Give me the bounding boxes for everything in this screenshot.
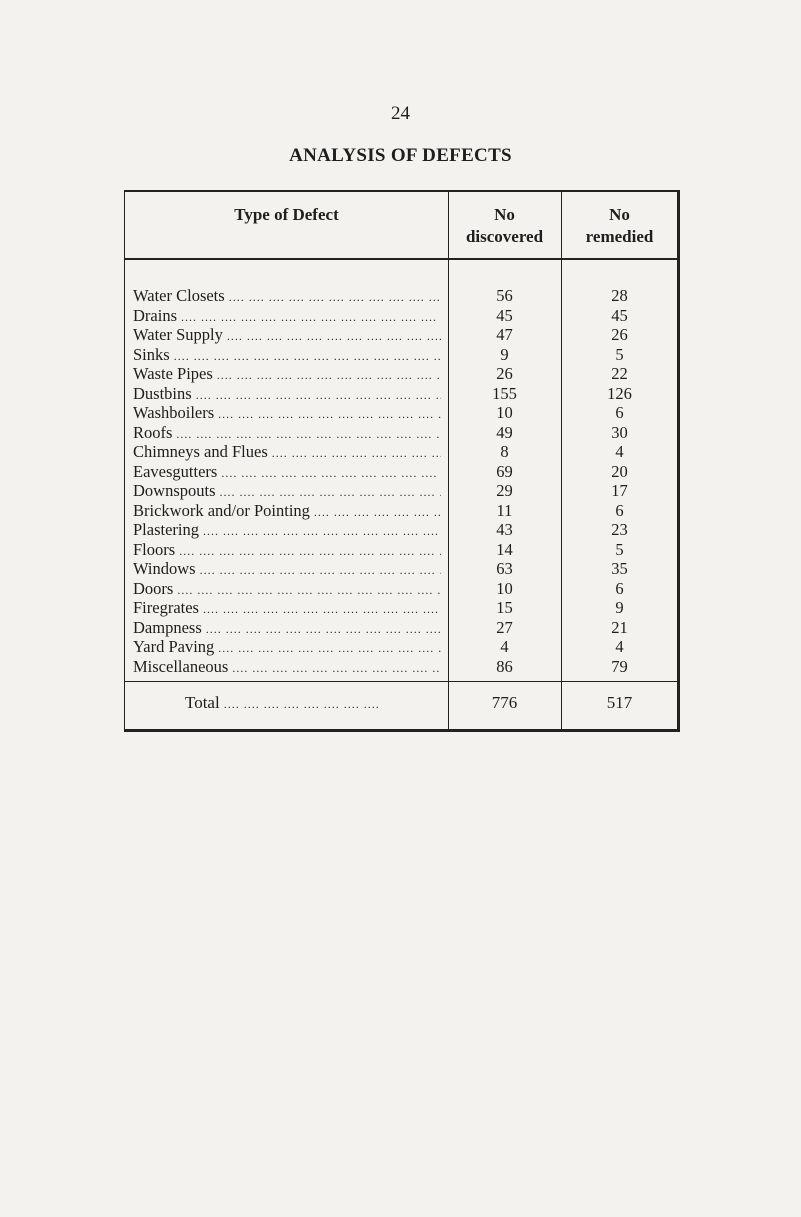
defect-type: Floors .... bbox=[133, 540, 441, 562]
discovered-count: 10 bbox=[496, 578, 513, 598]
table-row bbox=[125, 540, 677, 560]
remedied-count: 23 bbox=[611, 520, 628, 539]
discovered-count: 4 bbox=[500, 637, 509, 656]
remedied-count: 22 bbox=[611, 364, 628, 383]
defect-type: Doors .... bbox=[133, 579, 441, 601]
discovered-count: 15 bbox=[496, 598, 513, 617]
table-row bbox=[125, 598, 677, 618]
table-row bbox=[125, 481, 677, 501]
discovered-count: 9 bbox=[500, 344, 509, 364]
defect-type: Windows .... bbox=[133, 559, 441, 581]
discovered-count: 14 bbox=[496, 539, 513, 559]
table-row bbox=[125, 618, 677, 638]
remedied-count: 20 bbox=[611, 461, 628, 481]
header-no-remedied bbox=[561, 204, 678, 248]
defect-type: Water Closets .... bbox=[133, 286, 441, 308]
table-row bbox=[125, 286, 677, 306]
discovered-count: 86 bbox=[496, 656, 513, 676]
remedied-count: 5 bbox=[615, 344, 624, 364]
defect-type: Water Supply .... bbox=[133, 325, 441, 347]
remedied-count: 126 bbox=[607, 383, 632, 403]
remedied-count: 26 bbox=[611, 325, 628, 344]
table-row bbox=[125, 384, 677, 404]
remedied-count: 79 bbox=[611, 656, 628, 676]
header-discovered-line2: discovered bbox=[465, 227, 544, 246]
page-number: 24 bbox=[391, 103, 410, 124]
remedied-count: 6 bbox=[615, 578, 624, 598]
discovered-count: 49 bbox=[496, 422, 513, 442]
table-row bbox=[125, 364, 677, 384]
remedied-count: 35 bbox=[611, 559, 628, 578]
table-row bbox=[125, 559, 677, 579]
defect-type: Plastering .... bbox=[133, 520, 441, 542]
discovered-count: 11 bbox=[496, 500, 513, 520]
defect-type: Eavesgutters .... bbox=[133, 462, 441, 484]
discovered-count: 29 bbox=[496, 481, 513, 500]
defect-type: Dustbins .... bbox=[133, 384, 441, 406]
page-title: ANALYSIS OF DEFECTS bbox=[289, 145, 512, 166]
remedied-count: 21 bbox=[611, 617, 628, 637]
remedied-count: 28 bbox=[611, 286, 628, 305]
defect-type: Brickwork and/or Pointing .... bbox=[133, 501, 441, 523]
remedied-count: 17 bbox=[611, 481, 628, 500]
discovered-count: 63 bbox=[496, 559, 513, 578]
header-type-of-defect: Type of Defect bbox=[234, 205, 339, 224]
table-row bbox=[125, 345, 677, 365]
remedied-count: 9 bbox=[615, 598, 624, 617]
discovered-count: 47 bbox=[496, 325, 513, 344]
table-body bbox=[125, 286, 677, 676]
header-discovered-line1: No bbox=[494, 205, 515, 224]
defect-type: Downspouts .... bbox=[133, 481, 441, 503]
discovered-count: 45 bbox=[496, 305, 513, 325]
total-remedied: 517 bbox=[606, 693, 633, 712]
discovered-count: 8 bbox=[500, 442, 509, 461]
table-row bbox=[125, 657, 677, 677]
discovered-count: 43 bbox=[496, 520, 513, 539]
remedied-count: 6 bbox=[615, 500, 624, 520]
table-row bbox=[125, 403, 677, 423]
defect-type: Chimneys and Flues .... bbox=[133, 442, 441, 464]
remedied-count: 6 bbox=[615, 403, 624, 422]
header-no-discovered bbox=[448, 204, 561, 248]
header-remedied-line1: No bbox=[609, 205, 630, 224]
discovered-count: 155 bbox=[492, 383, 517, 403]
defects-table bbox=[124, 190, 680, 732]
discovered-count: 69 bbox=[496, 461, 513, 481]
table-row bbox=[125, 423, 677, 443]
remedied-count: 45 bbox=[611, 305, 628, 325]
total-row bbox=[125, 692, 677, 714]
table-row bbox=[125, 501, 677, 521]
header-remedied-line2: remedied bbox=[585, 227, 654, 246]
defect-type: Sinks .... bbox=[133, 345, 441, 367]
table-row bbox=[125, 520, 677, 540]
remedied-count: 4 bbox=[615, 442, 624, 461]
defect-type: Washboilers .... bbox=[133, 403, 441, 425]
header-divider bbox=[125, 258, 677, 260]
remedied-count: 5 bbox=[615, 539, 624, 559]
remedied-count: 4 bbox=[615, 637, 624, 656]
table-row bbox=[125, 637, 677, 657]
discovered-count: 26 bbox=[496, 364, 513, 383]
discovered-count: 27 bbox=[496, 617, 513, 637]
defect-type: Firegrates .... bbox=[133, 598, 441, 620]
total-label: Total .... bbox=[125, 692, 441, 715]
discovered-count: 56 bbox=[496, 286, 513, 305]
defect-type: Waste Pipes .... bbox=[133, 364, 441, 386]
defect-type: Dampness .... bbox=[133, 618, 441, 640]
defect-type: Miscellaneous .... bbox=[133, 657, 441, 679]
discovered-count: 10 bbox=[496, 403, 513, 422]
table-row bbox=[125, 579, 677, 599]
defect-type: Drains .... bbox=[133, 306, 441, 328]
table-row bbox=[125, 306, 677, 326]
table-row bbox=[125, 442, 677, 462]
total-divider bbox=[125, 681, 677, 682]
table-row bbox=[125, 325, 677, 345]
table-row bbox=[125, 462, 677, 482]
defect-type: Yard Paving .... bbox=[133, 637, 441, 659]
defect-type: Roofs .... bbox=[133, 423, 441, 445]
total-discovered: 776 bbox=[491, 693, 518, 712]
remedied-count: 30 bbox=[611, 422, 628, 442]
